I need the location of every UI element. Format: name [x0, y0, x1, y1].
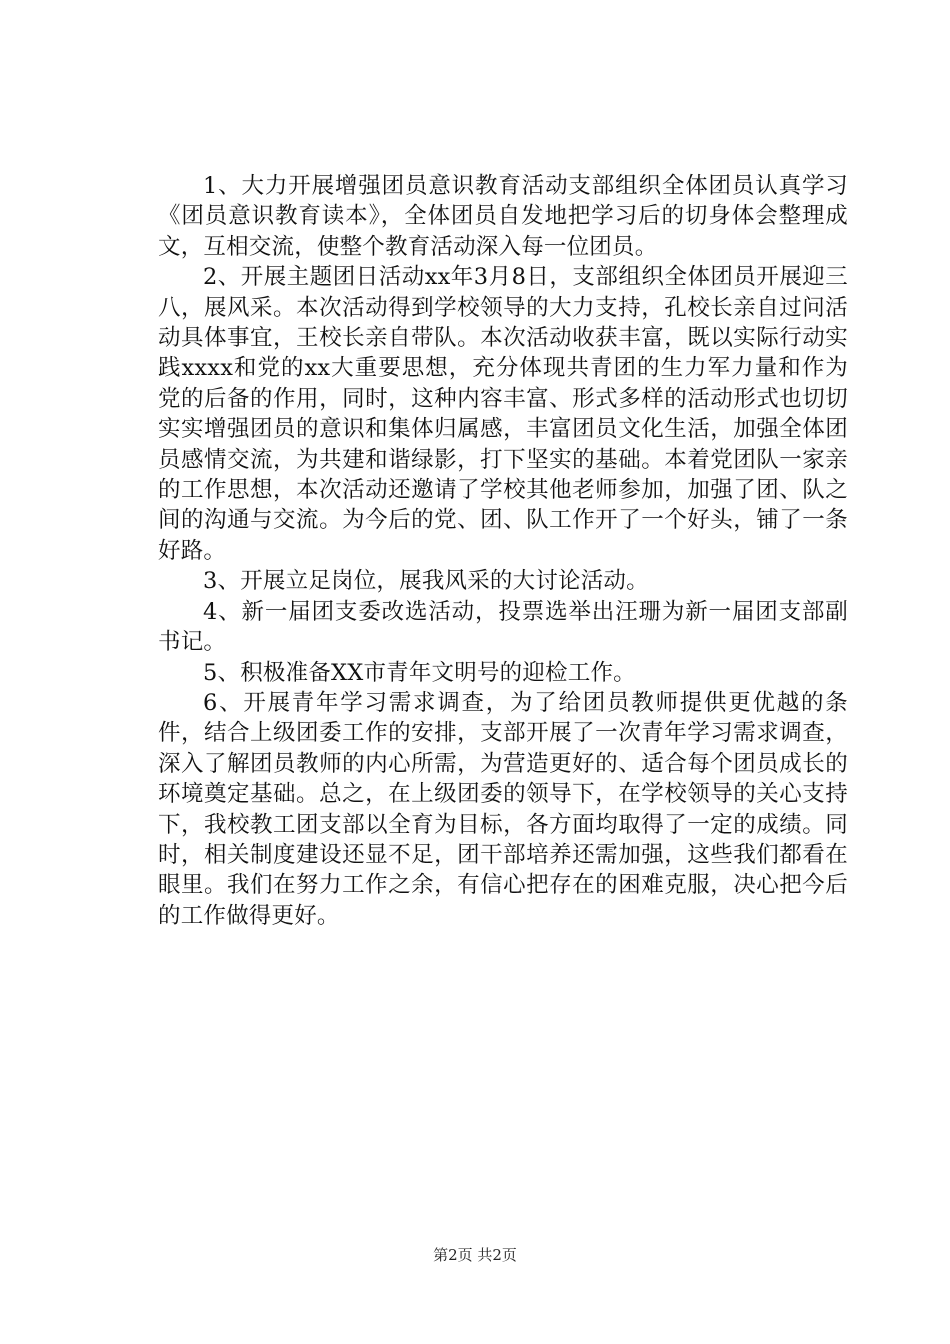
paragraph-4: 4、新一届团支委改选活动，投票选举出汪珊为新一届团支部副书记。 — [158, 598, 848, 656]
paragraph-3: 3、开展立足岗位，展我风采的大讨论活动。 — [203, 568, 649, 595]
page-footer: 第2页 共2页 — [433, 1246, 517, 1264]
document-body — [158, 171, 848, 931]
paragraph-6: 6、开展青年学习需求调查，为了给团员教师提供更优越的条件，结合上级团委工作的安排，支部开展了一次青年学习需求调查，深入了解团员教师的内心所需，为营造更好的、适合每个团员成长的环境奠定基础。总之，在上级团委的领导下，在学校领导的关心支持下，我校教工团支部以全育为目标，各方面均取得了一定的成绩。同时，相关制度建设还显不足，团干部培养还需加强，这些我们都看在眼里。我们在努力工作之余，有信心把存在的困难克服，决心把今后的工作做得更好。 — [158, 689, 848, 929]
paragraph-1: 1、大力开展增强团员意识教育活动支部组织全体团员认真学习《团员意识教育读本》，全体团员自发地把学习后的切身体会整理成文，互相交流，使整个教育活动深入每一位团员。 — [158, 173, 848, 260]
paragraph-5: 5、积极准备XX市青年文明号的迎检工作。 — [203, 659, 636, 686]
paragraph-2: 2、开展主题团日活动xx年3月8日，支部组织全体团员开展迎三八，展风采。本次活动得到学校领导的大力支持，孔校长亲自过问活动具体事宜，王校长亲自带队。本次活动收获丰富，既以实际行动实践xxxx和党的xx大重要思想，充分体现共青团的生力军力量和作为党的后备的作用，同时，这种内容丰富、形式多样的活动形式也切切实实增强团员的意识和集体归属感，丰富团员文化生活，加强全体团员感情交流，为共建和谐绿影，打下坚实的基础。本着党团队一家亲的工作思想，本次活动还邀请了学校其他老师参加，加强了团、队之间的沟通与交流。为今后的党、团、队工作开了一个好头，铺了一条好路。 — [158, 264, 848, 564]
